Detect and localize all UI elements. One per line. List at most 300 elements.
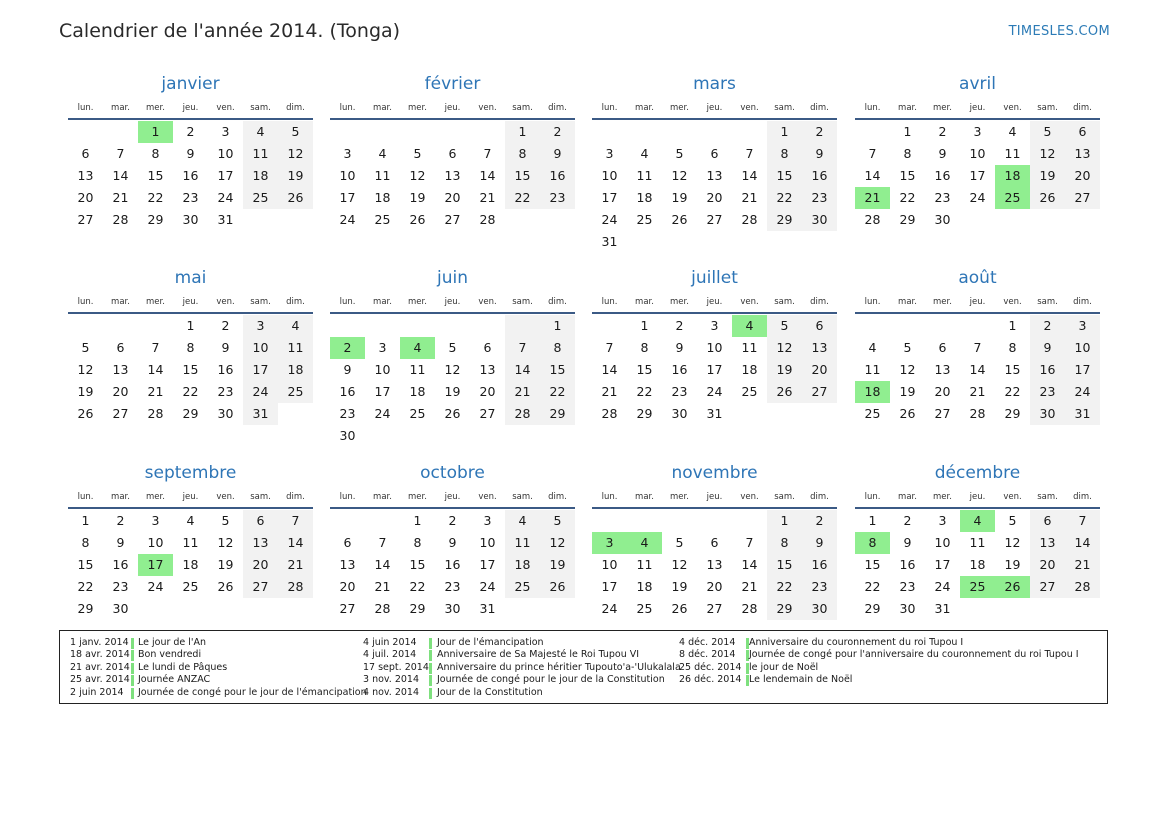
month-10 bbox=[592, 461, 837, 620]
weekday-label: jeu. bbox=[444, 103, 461, 113]
weekday-label: sam. bbox=[512, 492, 533, 502]
day-cell: 5 bbox=[540, 510, 575, 532]
month-name: avril bbox=[959, 74, 996, 94]
weekday-label: sam. bbox=[1037, 297, 1058, 307]
day-cell: 11 bbox=[374, 168, 391, 183]
day-cell: 1 bbox=[1008, 318, 1017, 333]
day-cell: 16 bbox=[671, 362, 688, 377]
day-cell: 3 bbox=[343, 146, 352, 161]
legend-holiday-name: Le jour de l'An bbox=[138, 637, 207, 648]
day-cell: 4 bbox=[640, 146, 649, 161]
day-cell: 15 bbox=[77, 557, 94, 572]
day-cell: 26 bbox=[409, 212, 426, 227]
weekday-label: dim. bbox=[286, 297, 305, 307]
day-cell: 11 bbox=[741, 340, 758, 355]
day-cell: 20 bbox=[479, 384, 496, 399]
day-cell: 17 bbox=[217, 168, 234, 183]
day-cell: 24 bbox=[217, 190, 234, 205]
day-cell: 13 bbox=[243, 532, 278, 554]
day-cell: 11 bbox=[636, 168, 653, 183]
day-cell: 3 bbox=[605, 146, 614, 161]
day-cell: 8 bbox=[413, 535, 422, 550]
weekday-label: jeu. bbox=[182, 492, 199, 502]
day-cell: 11 bbox=[505, 532, 540, 554]
day-cell: 14 bbox=[601, 362, 618, 377]
day-cell: 9 bbox=[186, 146, 195, 161]
day-cell: 29 bbox=[767, 209, 802, 231]
day-cell: 1 bbox=[413, 513, 422, 528]
day-cell: 6 bbox=[116, 340, 125, 355]
day-cell: 11 bbox=[278, 337, 313, 359]
day-cell: 2 bbox=[938, 124, 947, 139]
weekday-label: mar. bbox=[898, 103, 917, 113]
weekday-label: mer. bbox=[933, 103, 952, 113]
weekday-label: mar. bbox=[898, 492, 917, 502]
month-name: février bbox=[424, 74, 481, 94]
day-cell: 2 bbox=[903, 513, 912, 528]
day-cell: 31 bbox=[706, 406, 723, 421]
day-cell: 27 bbox=[77, 212, 94, 227]
day-cell: 2 bbox=[802, 121, 837, 143]
weekday-label: ven. bbox=[1003, 103, 1022, 113]
day-cell: 9 bbox=[116, 535, 125, 550]
day-cell: 1 bbox=[903, 124, 912, 139]
day-cell: 30 bbox=[802, 598, 837, 620]
day-cell: 4 bbox=[378, 146, 387, 161]
weekday-label: dim. bbox=[548, 103, 567, 113]
month-1 bbox=[330, 72, 575, 231]
day-cell: 5 bbox=[675, 146, 684, 161]
weekday-label: dim. bbox=[810, 103, 829, 113]
month-5 bbox=[330, 266, 575, 447]
weekday-label: ven. bbox=[216, 103, 235, 113]
day-cell: 23 bbox=[540, 187, 575, 209]
day-cell: 5 bbox=[278, 121, 313, 143]
holiday-day-cell: 17 bbox=[138, 554, 173, 576]
day-cell: 10 bbox=[374, 362, 391, 377]
day-cell: 20 bbox=[706, 190, 723, 205]
day-cell: 27 bbox=[112, 406, 129, 421]
day-cell: 27 bbox=[444, 212, 461, 227]
weekday-label: mar. bbox=[373, 297, 392, 307]
weekday-label: dim. bbox=[1073, 492, 1092, 502]
weekday-label: jeu. bbox=[706, 297, 723, 307]
weekday-label: ven. bbox=[478, 297, 497, 307]
day-cell: 31 bbox=[1065, 403, 1100, 425]
legend-color-marker bbox=[131, 675, 134, 686]
day-cell: 27 bbox=[339, 601, 356, 616]
day-cell: 30 bbox=[899, 601, 916, 616]
month-0 bbox=[68, 72, 313, 231]
day-cell: 10 bbox=[601, 557, 618, 572]
weekday-label: mer. bbox=[408, 492, 427, 502]
month-name: novembre bbox=[671, 463, 758, 483]
month-name: août bbox=[958, 268, 997, 288]
day-cell: 31 bbox=[601, 234, 618, 249]
day-cell: 28 bbox=[374, 601, 391, 616]
day-cell: 16 bbox=[802, 165, 837, 187]
legend-holiday-name: Anniversaire du couronnement du roi Tupou I bbox=[749, 637, 964, 648]
day-cell: 7 bbox=[745, 535, 754, 550]
day-cell: 15 bbox=[409, 557, 426, 572]
day-cell: 2 bbox=[116, 513, 125, 528]
day-cell: 28 bbox=[1065, 576, 1100, 598]
day-cell: 25 bbox=[505, 576, 540, 598]
day-cell: 9 bbox=[540, 143, 575, 165]
day-cell: 26 bbox=[767, 381, 802, 403]
day-cell: 21 bbox=[601, 384, 618, 399]
day-cell: 7 bbox=[278, 510, 313, 532]
day-cell: 7 bbox=[483, 146, 492, 161]
holiday-day-cell: 21 bbox=[855, 187, 890, 209]
day-cell: 1 bbox=[81, 513, 90, 528]
day-cell: 29 bbox=[1004, 406, 1021, 421]
empty-cell bbox=[470, 121, 505, 143]
day-cell: 12 bbox=[540, 532, 575, 554]
day-cell: 8 bbox=[767, 532, 802, 554]
day-cell: 15 bbox=[147, 168, 164, 183]
day-cell: 18 bbox=[505, 554, 540, 576]
day-cell: 15 bbox=[182, 362, 199, 377]
day-grid bbox=[592, 510, 837, 620]
weekday-label: dim. bbox=[286, 492, 305, 502]
legend-holiday-name: Le lendemain de Noël bbox=[749, 674, 853, 686]
day-cell: 2 bbox=[675, 318, 684, 333]
day-cell: 17 bbox=[1065, 359, 1100, 381]
day-cell: 22 bbox=[864, 579, 881, 594]
legend-date: 17 sept. 2014 bbox=[363, 661, 429, 673]
weekday-label: mer. bbox=[146, 492, 165, 502]
day-cell: 14 bbox=[505, 359, 540, 381]
legend-holiday-name: le jour de Noël bbox=[749, 661, 819, 673]
day-cell: 29 bbox=[864, 601, 881, 616]
day-cell: 16 bbox=[899, 557, 916, 572]
month-divider bbox=[592, 507, 837, 509]
day-cell: 14 bbox=[741, 557, 758, 572]
day-cell: 21 bbox=[374, 579, 391, 594]
day-cell: 1 bbox=[640, 318, 649, 333]
month-4 bbox=[68, 266, 313, 425]
day-cell: 11 bbox=[969, 535, 986, 550]
day-cell: 9 bbox=[802, 532, 837, 554]
weekday-label: mar. bbox=[635, 492, 654, 502]
weekday-label: lun. bbox=[601, 492, 618, 502]
day-cell: 22 bbox=[1004, 384, 1021, 399]
day-cell: 2 bbox=[540, 121, 575, 143]
empty-cell bbox=[435, 121, 470, 143]
day-cell: 18 bbox=[182, 557, 199, 572]
day-cell: 5 bbox=[221, 513, 230, 528]
day-cell: 4 bbox=[1008, 124, 1017, 139]
day-cell: 28 bbox=[112, 212, 129, 227]
day-cell: 28 bbox=[505, 403, 540, 425]
day-cell: 23 bbox=[802, 576, 837, 598]
month-name: décembre bbox=[934, 463, 1021, 483]
empty-cell bbox=[592, 510, 627, 532]
legend-date: 3 nov. 2014 bbox=[363, 674, 419, 686]
day-cell: 16 bbox=[444, 557, 461, 572]
day-cell: 25 bbox=[636, 212, 653, 227]
day-cell: 7 bbox=[378, 535, 387, 550]
day-cell: 5 bbox=[81, 340, 90, 355]
day-cell: 16 bbox=[540, 165, 575, 187]
day-cell: 16 bbox=[934, 168, 951, 183]
empty-cell bbox=[960, 315, 995, 337]
day-cell: 15 bbox=[636, 362, 653, 377]
day-cell: 11 bbox=[636, 557, 653, 572]
day-cell: 12 bbox=[671, 168, 688, 183]
legend-holiday-name: Jour de la Constitution bbox=[437, 686, 543, 698]
weekday-label: mar. bbox=[635, 103, 654, 113]
legend-holiday-name: Jour de l'émancipation bbox=[437, 637, 544, 648]
day-cell: 16 bbox=[182, 168, 199, 183]
months-grid bbox=[68, 72, 1108, 632]
weekday-label: dim. bbox=[286, 103, 305, 113]
day-grid bbox=[592, 121, 837, 253]
holiday-day-cell: 18 bbox=[855, 381, 890, 403]
day-cell: 11 bbox=[243, 143, 278, 165]
day-cell: 13 bbox=[339, 557, 356, 572]
day-cell: 25 bbox=[864, 406, 881, 421]
day-cell: 27 bbox=[479, 406, 496, 421]
day-cell: 14 bbox=[864, 168, 881, 183]
day-cell: 18 bbox=[374, 190, 391, 205]
day-cell: 20 bbox=[1065, 165, 1100, 187]
day-cell: 8 bbox=[540, 337, 575, 359]
day-cell: 13 bbox=[802, 337, 837, 359]
day-cell: 17 bbox=[934, 557, 951, 572]
weekday-header bbox=[855, 295, 1100, 309]
empty-cell bbox=[330, 510, 365, 532]
day-cell: 3 bbox=[973, 124, 982, 139]
day-cell: 12 bbox=[278, 143, 313, 165]
day-cell: 1 bbox=[186, 318, 195, 333]
day-cell: 14 bbox=[479, 168, 496, 183]
day-cell: 17 bbox=[479, 557, 496, 572]
day-cell: 21 bbox=[147, 384, 164, 399]
holiday-day-cell: 4 bbox=[400, 337, 435, 359]
day-cell: 19 bbox=[1004, 557, 1021, 572]
day-cell: 23 bbox=[182, 190, 199, 205]
empty-cell bbox=[365, 510, 400, 532]
empty-cell bbox=[365, 315, 400, 337]
day-grid bbox=[855, 510, 1100, 620]
day-cell: 23 bbox=[1030, 381, 1065, 403]
weekday-label: sam. bbox=[250, 492, 271, 502]
month-name: mars bbox=[693, 74, 736, 94]
day-cell: 12 bbox=[767, 337, 802, 359]
day-cell: 23 bbox=[112, 579, 129, 594]
legend-date: 4 nov. 2014 bbox=[363, 686, 419, 698]
day-cell: 2 bbox=[221, 318, 230, 333]
day-cell: 19 bbox=[671, 579, 688, 594]
day-cell: 21 bbox=[741, 579, 758, 594]
day-cell: 3 bbox=[151, 513, 160, 528]
day-cell: 5 bbox=[675, 535, 684, 550]
day-cell: 13 bbox=[1065, 143, 1100, 165]
day-cell: 29 bbox=[540, 403, 575, 425]
legend-holiday-name: Bon vendredi bbox=[138, 649, 202, 661]
day-cell: 13 bbox=[706, 557, 723, 572]
day-cell: 12 bbox=[1004, 535, 1021, 550]
day-cell: 22 bbox=[767, 576, 802, 598]
month-divider bbox=[330, 312, 575, 314]
day-cell: 24 bbox=[147, 579, 164, 594]
holiday-day-cell: 2 bbox=[330, 337, 365, 359]
page-title: Calendrier de l'année 2014. (Tonga) bbox=[59, 20, 401, 42]
day-cell: 20 bbox=[77, 190, 94, 205]
day-cell: 8 bbox=[903, 146, 912, 161]
day-cell: 15 bbox=[767, 554, 802, 576]
weekday-label: ven. bbox=[1003, 492, 1022, 502]
day-cell: 23 bbox=[802, 187, 837, 209]
month-divider bbox=[68, 118, 313, 120]
day-cell: 6 bbox=[243, 510, 278, 532]
empty-cell bbox=[732, 510, 767, 532]
day-cell: 6 bbox=[710, 146, 719, 161]
day-cell: 4 bbox=[243, 121, 278, 143]
day-cell: 19 bbox=[767, 359, 802, 381]
legend-holiday-name: Journée de congé pour le jour de la Constitution bbox=[437, 674, 665, 686]
day-cell: 22 bbox=[147, 190, 164, 205]
day-cell: 14 bbox=[147, 362, 164, 377]
day-cell: 25 bbox=[278, 381, 313, 403]
day-cell: 15 bbox=[1004, 362, 1021, 377]
day-cell: 1 bbox=[505, 121, 540, 143]
day-cell: 13 bbox=[112, 362, 129, 377]
weekday-label: sam. bbox=[774, 492, 795, 502]
empty-cell bbox=[68, 315, 103, 337]
holiday-day-cell: 3 bbox=[592, 532, 627, 554]
day-cell: 16 bbox=[802, 554, 837, 576]
weekday-label: ven. bbox=[216, 297, 235, 307]
holiday-day-cell: 4 bbox=[732, 315, 767, 337]
day-cell: 28 bbox=[864, 212, 881, 227]
day-cell: 14 bbox=[278, 532, 313, 554]
month-9 bbox=[330, 461, 575, 620]
day-cell: 22 bbox=[767, 187, 802, 209]
day-cell: 13 bbox=[479, 362, 496, 377]
day-cell: 27 bbox=[706, 212, 723, 227]
day-cell: 24 bbox=[339, 212, 356, 227]
day-cell: 26 bbox=[278, 187, 313, 209]
day-cell: 17 bbox=[243, 359, 278, 381]
day-grid bbox=[330, 510, 575, 620]
day-cell: 6 bbox=[483, 340, 492, 355]
day-cell: 15 bbox=[899, 168, 916, 183]
empty-cell bbox=[103, 121, 138, 143]
day-cell: 6 bbox=[1065, 121, 1100, 143]
weekday-header bbox=[855, 490, 1100, 504]
day-cell: 9 bbox=[448, 535, 457, 550]
weekday-label: lun. bbox=[601, 103, 618, 113]
day-cell: 5 bbox=[1008, 513, 1017, 528]
day-cell: 18 bbox=[636, 190, 653, 205]
day-cell: 19 bbox=[77, 384, 94, 399]
empty-cell bbox=[925, 315, 960, 337]
day-cell: 26 bbox=[540, 576, 575, 598]
day-cell: 16 bbox=[339, 384, 356, 399]
day-cell: 26 bbox=[671, 212, 688, 227]
day-cell: 23 bbox=[339, 406, 356, 421]
day-cell: 3 bbox=[243, 315, 278, 337]
day-cell: 10 bbox=[217, 146, 234, 161]
day-cell: 19 bbox=[899, 384, 916, 399]
weekday-header bbox=[330, 490, 575, 504]
day-cell: 31 bbox=[243, 403, 278, 425]
empty-cell bbox=[365, 121, 400, 143]
month-6 bbox=[592, 266, 837, 425]
empty-cell bbox=[662, 121, 697, 143]
day-cell: 29 bbox=[899, 212, 916, 227]
day-cell: 24 bbox=[601, 212, 618, 227]
day-cell: 22 bbox=[77, 579, 94, 594]
day-cell: 10 bbox=[147, 535, 164, 550]
day-cell: 26 bbox=[671, 601, 688, 616]
day-cell: 12 bbox=[409, 168, 426, 183]
weekday-label: lun. bbox=[601, 297, 618, 307]
empty-cell bbox=[662, 510, 697, 532]
month-divider bbox=[855, 118, 1100, 120]
day-cell: 23 bbox=[444, 579, 461, 594]
legend-holiday-name: Le lundi de Pâques bbox=[138, 661, 228, 673]
weekday-label: mer. bbox=[146, 103, 165, 113]
day-cell: 29 bbox=[182, 406, 199, 421]
legend-holiday-name: Anniversaire du prince héritier Tupouto'a-'Ulukalala bbox=[437, 661, 681, 673]
day-cell: 11 bbox=[182, 535, 199, 550]
day-cell: 22 bbox=[899, 190, 916, 205]
day-cell: 30 bbox=[802, 209, 837, 231]
empty-cell bbox=[138, 315, 173, 337]
legend-date: 25 avr. 2014 bbox=[70, 674, 130, 686]
day-cell: 1 bbox=[767, 510, 802, 532]
day-cell: 21 bbox=[741, 190, 758, 205]
day-cell: 7 bbox=[973, 340, 982, 355]
day-cell: 28 bbox=[278, 576, 313, 598]
day-cell: 12 bbox=[217, 535, 234, 550]
holiday-day-cell: 25 bbox=[960, 576, 995, 598]
weekday-label: jeu. bbox=[969, 492, 986, 502]
day-cell: 20 bbox=[444, 190, 461, 205]
weekday-label: jeu. bbox=[706, 492, 723, 502]
weekday-label: sam. bbox=[774, 297, 795, 307]
day-cell: 27 bbox=[1065, 187, 1100, 209]
day-cell: 13 bbox=[1030, 532, 1065, 554]
month-name: septembre bbox=[144, 463, 237, 483]
day-cell: 7 bbox=[505, 337, 540, 359]
holiday-day-cell: 18 bbox=[995, 165, 1030, 187]
day-grid bbox=[68, 510, 313, 620]
day-cell: 12 bbox=[77, 362, 94, 377]
day-cell: 2 bbox=[186, 124, 195, 139]
day-cell: 24 bbox=[969, 190, 986, 205]
legend-holiday-name: Anniversaire de Sa Majesté le Roi Tupou VI bbox=[437, 649, 640, 661]
weekday-label: jeu. bbox=[444, 492, 461, 502]
empty-cell bbox=[697, 121, 732, 143]
empty-cell bbox=[627, 121, 662, 143]
day-cell: 12 bbox=[671, 557, 688, 572]
site-link[interactable]: TIMESLES.COM bbox=[1008, 24, 1110, 39]
day-cell: 10 bbox=[601, 168, 618, 183]
day-cell: 11 bbox=[409, 362, 426, 377]
day-cell: 10 bbox=[339, 168, 356, 183]
day-cell: 15 bbox=[864, 557, 881, 572]
month-3 bbox=[855, 72, 1100, 231]
empty-cell bbox=[592, 121, 627, 143]
day-cell: 29 bbox=[767, 598, 802, 620]
day-cell: 21 bbox=[278, 554, 313, 576]
weekday-label: mar. bbox=[373, 492, 392, 502]
